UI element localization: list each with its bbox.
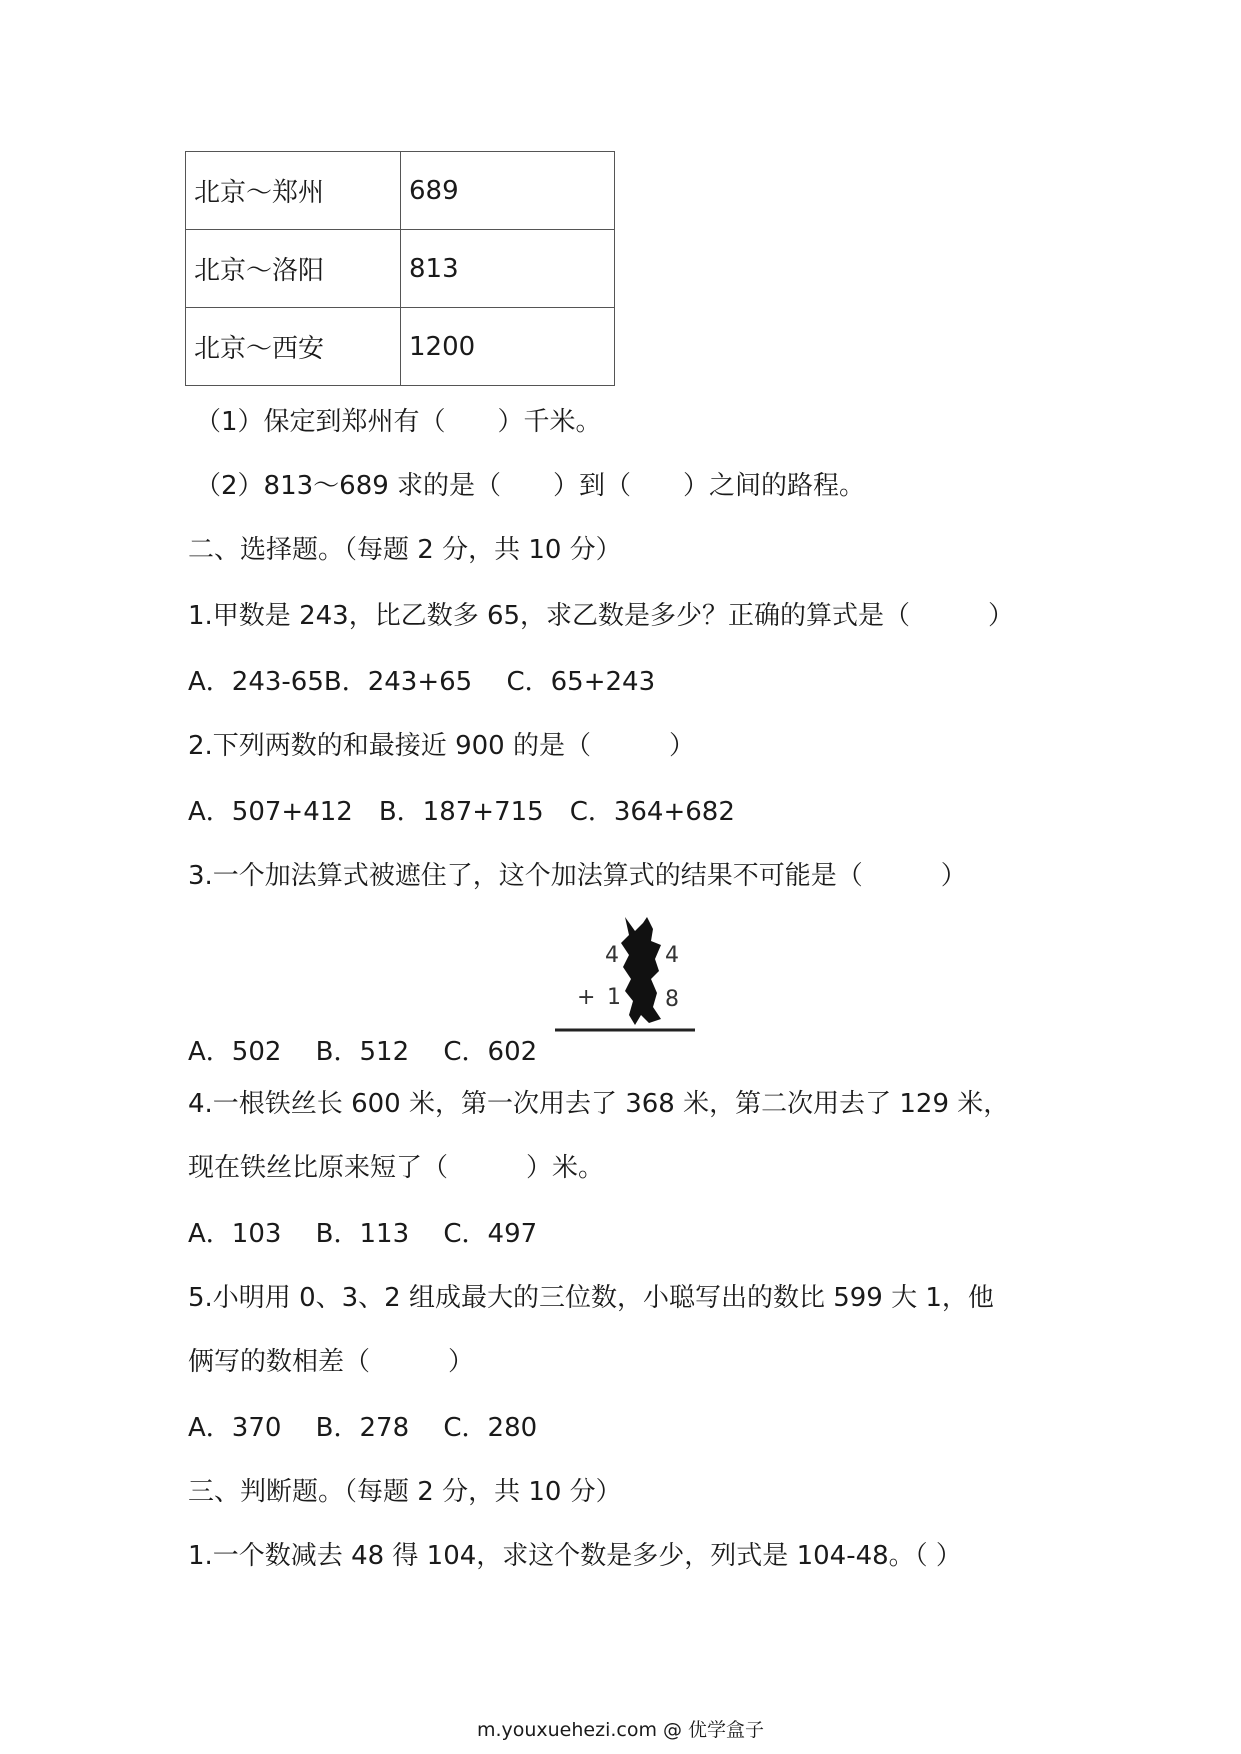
judge-question-1: 1.一个数减去 48 得 104，求这个数是多少，列式是 104-48。（ ） — [188, 1541, 962, 1571]
choice-question-3: 3.一个加法算式被遮住了，这个加法算式的结果不可能是（ ） — [188, 861, 967, 891]
plus-sign: + — [577, 985, 596, 1010]
choice-options-4: A．103 B．113 C．497 — [188, 1219, 538, 1249]
route-cell: 北京～郑州 — [186, 152, 401, 230]
choice-options-3: A．502 B．512 C．602 — [188, 1037, 538, 1067]
distance-cell: 689 — [401, 152, 615, 230]
covered-addition-figure — [555, 915, 705, 1040]
table-row — [186, 308, 615, 386]
section-3-title: 三、判断题。（每题 2 分，共 10 分） — [188, 1477, 622, 1507]
ink-blot-icon — [555, 915, 705, 1040]
addend-1-left: 4 — [605, 943, 619, 968]
distance-cell: 1200 — [401, 308, 615, 386]
fill-in-question-2: （2）813～689 求的是（ ）到（ ）之间的路程。 — [195, 471, 866, 501]
table-row — [186, 230, 615, 308]
distance-table — [185, 151, 615, 386]
choice-question-2: 2.下列两数的和最接近 900 的是（ ） — [188, 731, 695, 761]
choice-options-5: A．370 B．278 C．280 — [188, 1413, 538, 1443]
table-row — [186, 152, 615, 230]
route-cell: 北京～西安 — [186, 308, 401, 386]
choice-question-5-cont: 俩写的数相差（ ） — [188, 1347, 475, 1377]
choice-question-1: 1.甲数是 243，比乙数多 65，求乙数是多少？正确的算式是（ ） — [188, 601, 1015, 631]
footer-watermark[interactable]: m.youxuehezi.com @ 优学盒子 — [476, 1719, 765, 1741]
route-cell: 北京～洛阳 — [186, 230, 401, 308]
section-2-title: 二、选择题。（每题 2 分，共 10 分） — [188, 535, 622, 565]
choice-question-4-cont: 现在铁丝比原来短了（ ）米。 — [188, 1153, 605, 1183]
choice-question-5: 5.小明用 0、3、2 组成最大的三位数，小聪写出的数比 599 大 1，他 — [188, 1283, 994, 1313]
addend-2-left: 1 — [607, 985, 621, 1010]
addend-2-right: 8 — [665, 987, 679, 1012]
choice-options-2: A．507+412 B．187+715 C．364+682 — [188, 797, 735, 827]
addend-1-right: 4 — [665, 943, 679, 968]
distance-cell: 813 — [401, 230, 615, 308]
fill-in-question-1: （1）保定到郑州有（ ）千米。 — [195, 407, 602, 437]
choice-options-1: A．243-65B．243+65 C．65+243 — [188, 667, 656, 697]
choice-question-4: 4.一根铁丝长 600 米，第一次用去了 368 米，第二次用去了 129 米， — [188, 1089, 1010, 1119]
